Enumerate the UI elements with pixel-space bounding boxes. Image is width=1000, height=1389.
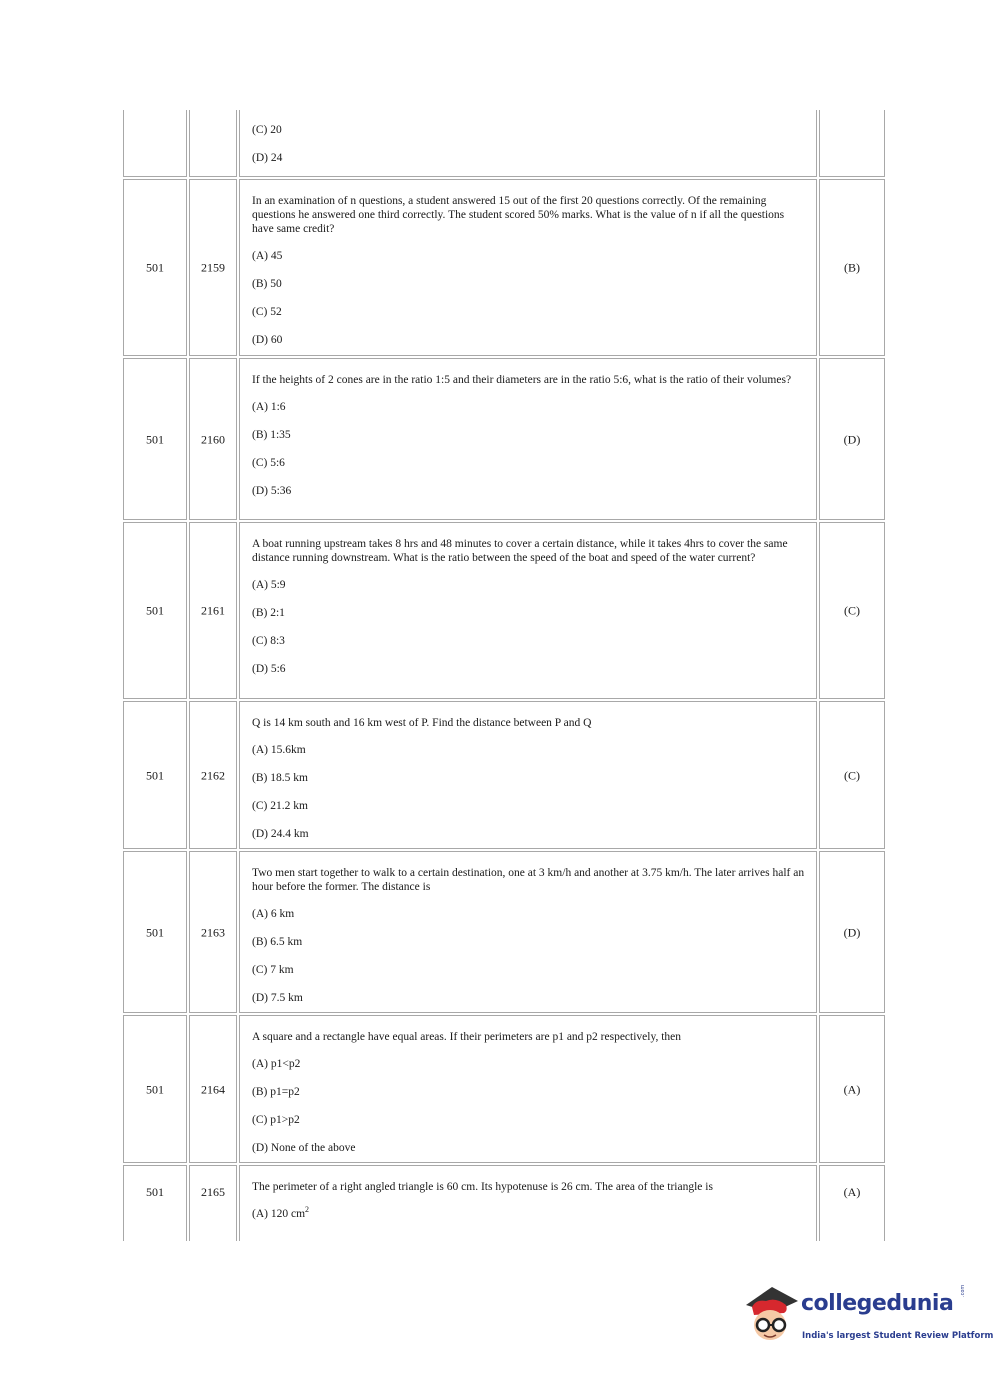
question-cell [239,701,817,849]
answer-cell [819,110,885,177]
brand-domain: .com [960,1284,966,1297]
answer-key: (D) [843,925,861,940]
answer-cell [819,522,885,699]
question-number: 2161 [201,603,225,618]
question-number: 2162 [201,768,225,783]
paper-code-cell [123,522,187,699]
table-row [123,110,885,177]
option: (D) None of the above [252,1142,356,1154]
question-cell [239,522,817,699]
option: (B) 2:1 [252,607,285,619]
paper-code: 501 [146,768,164,783]
question-number-cell [189,1015,237,1163]
option: (B) p1=p2 [252,1086,300,1098]
answer-cell [819,179,885,356]
option: (D) 5:6 [252,663,286,675]
option [252,1207,806,1235]
question-number-cell [189,1165,237,1241]
option: (C) 20 [252,124,282,136]
paper-code: 501 [146,603,164,618]
option: (A) 1:6 [252,401,286,413]
option: (C) p1>p2 [252,1114,300,1126]
paper-code-cell [123,1015,187,1163]
left-lens-icon [757,1319,769,1331]
question-number: 2165 [201,1185,225,1199]
question-number-cell [189,701,237,849]
option: (D) 24.4 km [252,828,309,840]
paper-code-cell [123,701,187,849]
question-number: 2164 [201,1082,225,1097]
option: (B) 50 [252,278,282,290]
answer-key: (A) [843,1185,861,1199]
question-cell [239,110,817,177]
table-row [123,179,885,356]
option: (A) 5:9 [252,579,286,591]
table-row [123,1165,885,1241]
question-text: A square and a rectangle have equal areas. If their perimeters are p1 and p2 respectively, then [252,1031,682,1043]
table-row [123,851,885,1013]
option: (A) 6 km [252,908,295,920]
question-text: The perimeter of a right angled triangle is 60 cm. Its hypotenuse is 26 cm. The area of the triangle is [252,1181,713,1193]
question-text: Two men start together to walk to a certain destination, one at 3 km/h and another at 3.75 km/h. The later arrives half an hour before the former. The distance is [252,867,805,893]
question-cell [239,1015,817,1163]
option: (C) 21.2 km [252,800,308,812]
question-number: 2160 [201,432,225,447]
option-superscript: 2 [305,1205,310,1215]
question-text: If the heights of 2 cones are in the ratio 1:5 and their diameters are in the ratio 5:6, what is the ratio of their volumes? [252,374,792,386]
question-text: In an examination of n questions, a student answered 15 out of the first 20 questions correctly. Of the remaining questions he answered one third correctly. The student scored 50% marks. What is the value of n if all the questions have same credit? [252,195,785,235]
paper-code: 501 [146,925,164,940]
question-cell [239,358,817,520]
table-row [123,701,885,849]
paper-code: 501 [146,1185,164,1199]
option: (D) 60 [252,334,283,346]
option: (C) 8:3 [252,635,285,647]
answer-key: (C) [844,768,860,783]
question-number-cell [189,522,237,699]
paper-code-cell [123,358,187,520]
question-number-cell [189,851,237,1013]
option: (B) 18.5 km [252,772,308,784]
brand-tagline: India's largest Student Review Platform [802,1331,994,1341]
collegedunia-logo[interactable] [742,1283,994,1353]
option: (D) 5:36 [252,485,292,497]
question-cell [239,851,817,1013]
answer-cell [819,1015,885,1163]
option: (A) 15.6km [252,744,306,756]
answer-key: (B) [844,260,860,275]
table-row [123,522,885,699]
answer-key: (C) [844,603,860,618]
answer-key: (A) [843,1082,861,1097]
question-table [123,110,885,1241]
paper-code: 501 [146,1082,164,1097]
question-number-cell [189,358,237,520]
answer-cell [819,358,885,520]
option: (A) p1<p2 [252,1058,301,1070]
option: (B) 6.5 km [252,936,303,948]
question-cell [239,1165,817,1241]
paper-code-cell [123,179,187,356]
option: (D) 7.5 km [252,992,303,1004]
question-number-cell [189,110,237,177]
answer-cell [819,851,885,1013]
question-text: Q is 14 km south and 16 km west of P. Find the distance between P and Q [252,717,592,729]
option: (C) 7 km [252,964,294,976]
paper-code-cell [123,851,187,1013]
table-row [123,1015,885,1163]
paper-code: 501 [146,260,164,275]
answer-cell [819,701,885,849]
option: (B) 1:35 [252,429,291,441]
paper-code-cell [123,110,187,177]
paper-code: 501 [146,432,164,447]
question-cell [239,179,817,356]
option-text: (A) 120 cm [252,1208,306,1220]
option: (C) 52 [252,306,282,318]
option: (C) 5:6 [252,457,285,469]
paper-code-cell [123,1165,187,1241]
right-lens-icon [773,1319,785,1331]
brand-name: collegedunia [801,1291,954,1316]
option: (D) 24 [252,152,283,164]
question-number-cell [189,179,237,356]
question-number: 2163 [201,925,225,940]
question-number: 2159 [201,260,225,275]
mascot-icon [742,1283,800,1345]
option: (A) 45 [252,250,283,262]
question-text: A boat running upstream takes 8 hrs and 48 minutes to cover a certain distance, while it takes 4hrs to cover the same distance running downstream. What is the ratio between the speed of the boat and speed of the water current? [252,538,788,564]
answer-key: (D) [843,432,861,447]
table-row [123,358,885,520]
answer-cell [819,1165,885,1241]
